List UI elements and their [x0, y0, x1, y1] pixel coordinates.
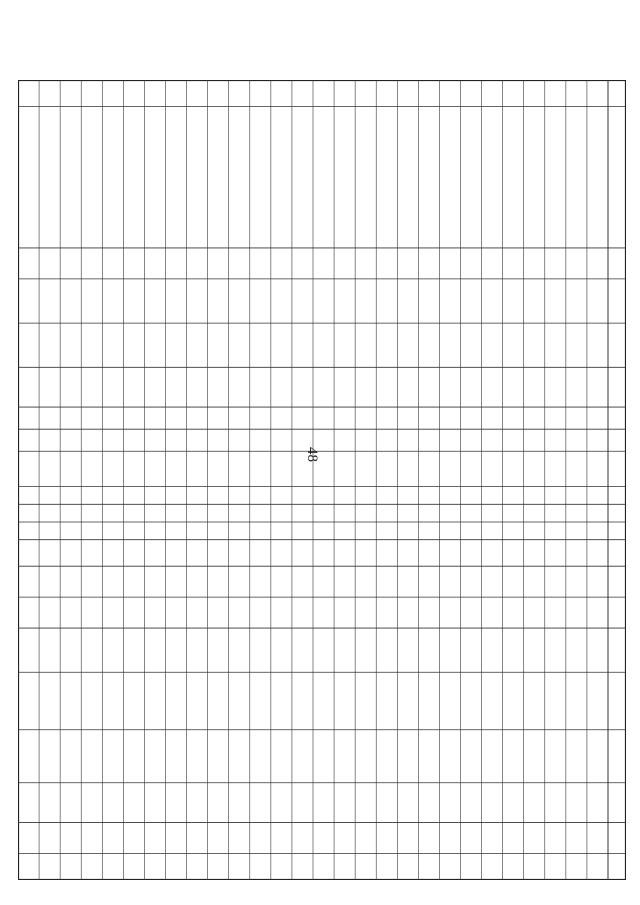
page-number: 48 — [304, 447, 320, 462]
table-border — [19, 81, 626, 880]
table-grid — [18, 80, 626, 880]
rotated-table — [18, 80, 626, 880]
